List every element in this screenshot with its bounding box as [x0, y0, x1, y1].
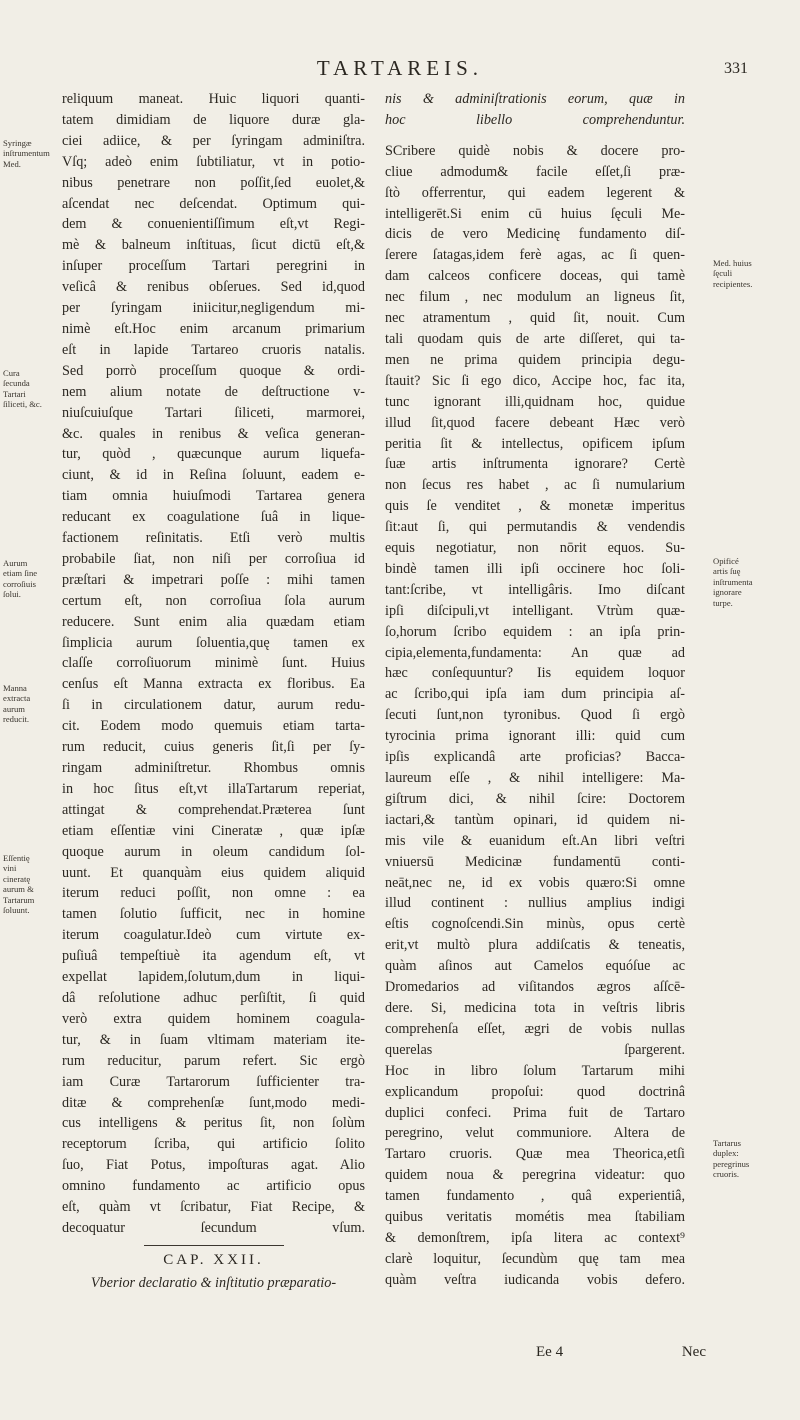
text-line: præſtari & impetrari poſſe : mihi tamen [62, 571, 365, 588]
text-line: expellat lapidem,ſolutum,dum in liqui- [62, 969, 365, 986]
text-line: iterum coagulatur.Ideò cum virtute ex- [62, 927, 365, 944]
text-line: nec atramentum , quid ſit, nouit. Cum [385, 310, 685, 327]
text-line: ſimplicia aurum ſoluentia,quę tamen ex [62, 634, 365, 651]
text-line: rum reducit, cuius generis ſit,ſi per ſy- [62, 739, 365, 756]
margin-note: Aurum etiam ſine corroſiuis ſolui. [3, 558, 38, 600]
margin-note: Opificé artis ſuę inſtrumenta ignorare turpe. [713, 556, 753, 608]
text-line: iterum reduci poſſit, non omne : ea [62, 885, 365, 902]
text-line: querelas ſpargerent. [385, 1041, 685, 1058]
text-line: tamen fundamento , quâ experientiâ, [385, 1188, 685, 1205]
text-line: laureum eſſe , & nihil intelligere: Ma- [385, 770, 685, 786]
text-line: dem & conuenientiſſimum eſt,vt Regi- [62, 216, 365, 233]
text-line: ſuo, Fiat Potus, impoſturas agat. Alio [62, 1157, 365, 1174]
text-line: quibus veritatis mométis mea ſtabiliam [385, 1209, 685, 1226]
text-line: nem alium notate de deſtructione v- [62, 383, 365, 400]
text-line: hoc libello comprehenduntur. [385, 111, 685, 128]
text-line: &c. quales in renibus & veſica generan- [62, 425, 365, 442]
text-line: niuſcuiuſque Tartari ſiliceti, marmorei, [62, 404, 365, 421]
text-line: Sed porrò proceſſum quoque & ordi- [62, 362, 365, 379]
text-line: vniuersū Medicinæ fundamentū conti- [385, 853, 685, 870]
text-line: claſſe corroſiuorum minimè ſunt. Huius [62, 655, 365, 672]
catchline [536, 1344, 706, 1361]
text-line: mè & balneum inſtituas, ſicut dictū eſt,& [62, 237, 365, 254]
text-line: Hoc in libro ſolum Tartarum mihi [385, 1062, 685, 1079]
text-line: ſerere ſatagas,idem ferè agas, ac ſi quen- [385, 247, 685, 264]
text-line: tant:ſcribe, vt intelligâris. Imo diſcant [385, 581, 685, 598]
text-line: decoquatur ſecundum vſum. [62, 1219, 365, 1236]
text-line: clarè loquitur, ſecundùm quę tam mea [385, 1250, 685, 1267]
text-line: eſt in lapide Tartareo cruoris natalis. [62, 341, 365, 358]
text-line: in hoc ſitus eſt,vt illaTartarum reperiat, [62, 780, 365, 797]
catchword: Nec [681, 1344, 706, 1360]
margin-note: Syringæ inſtrumentum Med. [3, 138, 50, 169]
text-line: attingat & comprehendat.Præterea ſunt [62, 801, 365, 818]
text-line: rum reducitur, parum refert. Sic ergò [62, 1052, 365, 1069]
text-line: cipia,elementa,fundamenta: An quæ ad [385, 644, 685, 661]
text-line: duplici confeci. Prima fuit de Tartaro [385, 1104, 685, 1121]
text-line: peritia ſit & intellectus, opificem ipſum [385, 435, 685, 452]
text-line: tatem dimidiam de liquore duræ gla- [62, 111, 365, 128]
text-line: per ſyringam iniicitur,negligendum mi- [62, 300, 365, 317]
text-line: probabile ſiat, non niſi per corroſiua id [62, 550, 365, 567]
text-line: erit,vt multò plura addiſcatis & teneatis, [385, 937, 685, 954]
text-line: tamen ſolutio ſufficit, nec in homine [62, 906, 365, 923]
text-line: ringam adminiſtretur. Rhombus omnis [62, 760, 365, 776]
text-line: neāt,nec ne, id ex vobis quæro:Si omne [385, 874, 685, 891]
text-line: ditæ & comprehenſæ ſunt,modo medi- [62, 1094, 365, 1111]
margin-note: Med. huius ſęculi recipientes. [713, 258, 753, 289]
text-line: certum eſt, non corroſiua ſola aurum [62, 592, 365, 609]
text-line: & demonſtrem, ipſa litera ac context⁹ [385, 1229, 685, 1246]
text-line: quàm aſinos aut Camelos equóſue ac [385, 958, 685, 975]
text-line: inſuper proceſſum Tartari peregrini in [62, 258, 365, 275]
text-line: nibus penetrare non poſſit,ſed euolet,& [62, 174, 365, 191]
right-column [385, 89, 685, 1291]
text-line: explicandum propoſui: quod doctrinâ [385, 1083, 685, 1100]
text-line: ſecuti ſunt,non tyronibus. Quod ſi ergò [385, 707, 685, 724]
text-line: veſicâ & renibus obſerues. Sed id,quod [62, 279, 365, 296]
text-line: mis vile & euanidum eſt.An libri veſtri [385, 832, 685, 849]
chapter-heading: CAP. XXII. [163, 1251, 264, 1268]
text-line: dam calceos conficere doceas, qui tamè [385, 268, 685, 285]
text-line: peregrino, velut communiore. Altera de [385, 1125, 685, 1142]
text-line: hæc conſequuntur? Iis equidem loquor [385, 665, 685, 682]
text-line: Tartaro cruoris. Quæ mea Theorica,etſi [385, 1146, 685, 1163]
running-header: TARTAREIS. [316, 56, 484, 80]
text-line: non ſecus res habet , ac ſi numularium [385, 477, 685, 494]
text-line: ipſi diſcipuli,vt intelligant. Vtrùm quæ- [385, 602, 685, 619]
text-line: tunc ignorant illi,quidnam hoc, quidue [385, 393, 685, 410]
text-line: nis & adminiſtrationis eorum, quæ in [385, 91, 685, 107]
text-line: illud continent : nullius amplius indigi [385, 895, 685, 912]
text-line: ciei adiice, & per ſyringam adminiſtra. [62, 132, 365, 149]
text-line: tyrocinia prima ignorant illi: quid cum [385, 728, 685, 745]
text-line: men ne prima quidem principia degu- [385, 351, 685, 368]
text-line: iactari,& tantùm opinari, id quidem ni- [385, 811, 685, 828]
margin-note: Eſſentię vini cineratę aurum & Tartarum ſoluunt. [3, 853, 35, 916]
text-line: tiam omnia huiuſmodi Tartarea genera [62, 488, 365, 505]
signature-mark: Ee 4 [536, 1344, 564, 1360]
text-line: cus intelligens & peritus ſit, non ſolùm [62, 1115, 365, 1132]
text-line: bindè tamen illi ipſi occinere hoc ſoli- [385, 560, 685, 577]
text-line: ciunt, & id in Reſina ſoluunt, eadem e- [62, 467, 365, 484]
text-line: uunt. Et quanquàm eius quidem aliquid [62, 864, 365, 881]
text-line: etiam eſſentiæ vini Cineratæ , quæ ipſæ [62, 822, 365, 839]
text-line: aſcendat nec deſcendat. Optimum qui- [62, 195, 365, 212]
text-line: ſtauit? Sic ſi ego dico, Accipe hoc, fac ita, [385, 372, 685, 389]
text-line: omnino fundamento ac artificio opus [62, 1178, 365, 1195]
text-line: dicis de vero Medicinę fundamento diſ- [385, 226, 685, 243]
text-line: cliue admodum& facile eſſet,ſi præ- [385, 163, 685, 180]
text-line: iam Curæ Tartarorum ſufficienter tra- [62, 1073, 365, 1090]
text-line: Dromedarios ad viſitandos ægros aſſcē- [385, 979, 685, 996]
text-line: verò extra quidem hominem coagula- [62, 1010, 365, 1027]
text-line: eſtis cognoſcendi.Sin minùs, opus certè [385, 916, 685, 933]
text-line: reducant ex coagulatione ſuâ in lique- [62, 509, 365, 526]
text-line: ipſis explicandâ arte proficias? Bacca- [385, 749, 685, 766]
text-line: tur, quòd , quæcunque aurum liquefa- [62, 446, 365, 463]
text-line: intelligerēt.Si enim cū huius ſęculi Me- [385, 205, 685, 222]
text-line: ſuæ artis inſtrumenta ignorare? Certè [385, 456, 685, 473]
text-line: nec filum , nec modulum an ligneus ſit, [385, 289, 685, 306]
text-line: ſit:aut ſi, qui permutandis & vendendis [385, 519, 685, 536]
chapter-subtitle: Vberior declaratio & inſtitutio præparatio- [90, 1274, 337, 1291]
text-line: comprehenſa eſſet, ægri de vobis nullas [385, 1020, 685, 1037]
text-line: receptorum ſcriba, qui artificio ſolito [62, 1136, 365, 1153]
margin-note: Cura ſecunda Tartari ſiliceti, &c. [3, 368, 42, 410]
text-line: tur, & in ſuam vltimam materiam ite- [62, 1031, 365, 1048]
text-line: ac ſcribo,qui ipſa iam dum principia aſ- [385, 686, 685, 703]
text-line: cenſus eſt Manna extracta ex floribus. Ea [62, 676, 365, 693]
text-line: equis negotiatur, non nōrit equos. Su- [385, 540, 685, 557]
text-line: factionem reſinitatis. Etſi verò multis [62, 530, 365, 547]
text-line: cit. Eodem modo quemuis etiam tarta- [62, 718, 365, 735]
text-line: quis ſe venditet , & monetæ imperitus [385, 498, 685, 515]
text-line: ſi in circulationem datur, aurum redu- [62, 697, 365, 714]
chapter-rule [144, 1245, 284, 1246]
text-line: reducere. Sunt enim alia quædam etiam [62, 613, 365, 630]
margin-note: Manna extracta aurum reducit. [3, 683, 31, 725]
text-line: puſiuâ tempeſtiuè ita agendum eſt, vt [62, 948, 365, 965]
left-column [62, 89, 365, 1294]
text-line: ſtò offerrentur, qui eadem legerent & [385, 184, 685, 201]
text-line: giſtrum dici, & nihil ſcire: Doctorem [385, 790, 685, 807]
margin-note: Tartarus duplex: peregrinus cruoris. [713, 1138, 750, 1180]
text-line: illud ſit,quod facere debeant Hæc verò [385, 414, 685, 431]
text-line: quoque aurum in oleum candidum ſol- [62, 843, 365, 860]
text-line: eſt, quàm vt ſcribatur, Fiat Recipe, & [62, 1199, 365, 1216]
text-line: SCribere quidè nobis & docere pro- [385, 142, 685, 159]
text-line: Vſq; adeò enim ſubtiliatur, vt in potio- [62, 153, 365, 170]
text-line: reliquum maneat. Huic liquori quanti- [62, 91, 365, 107]
text-line: quàm veſtra iudicanda vobis defero. [385, 1271, 685, 1288]
text-line: dere. Si, medicina tota in veſtris libris [385, 999, 685, 1016]
text-line: quidem noua & peregrina videatur: quo [385, 1167, 685, 1184]
page-number: 331 [724, 60, 748, 77]
text-line: dâ reſolutione adhuc perſiſtit, ſi quid [62, 989, 365, 1006]
text-line: nimè eſt.Hoc enim arcanum primarium [62, 320, 365, 337]
text-line: ſo,horum ſcribo equidem : an ipſa prin- [385, 623, 685, 640]
text-line: tali quodam quis de arte diſſeret, qui ta- [385, 330, 685, 347]
